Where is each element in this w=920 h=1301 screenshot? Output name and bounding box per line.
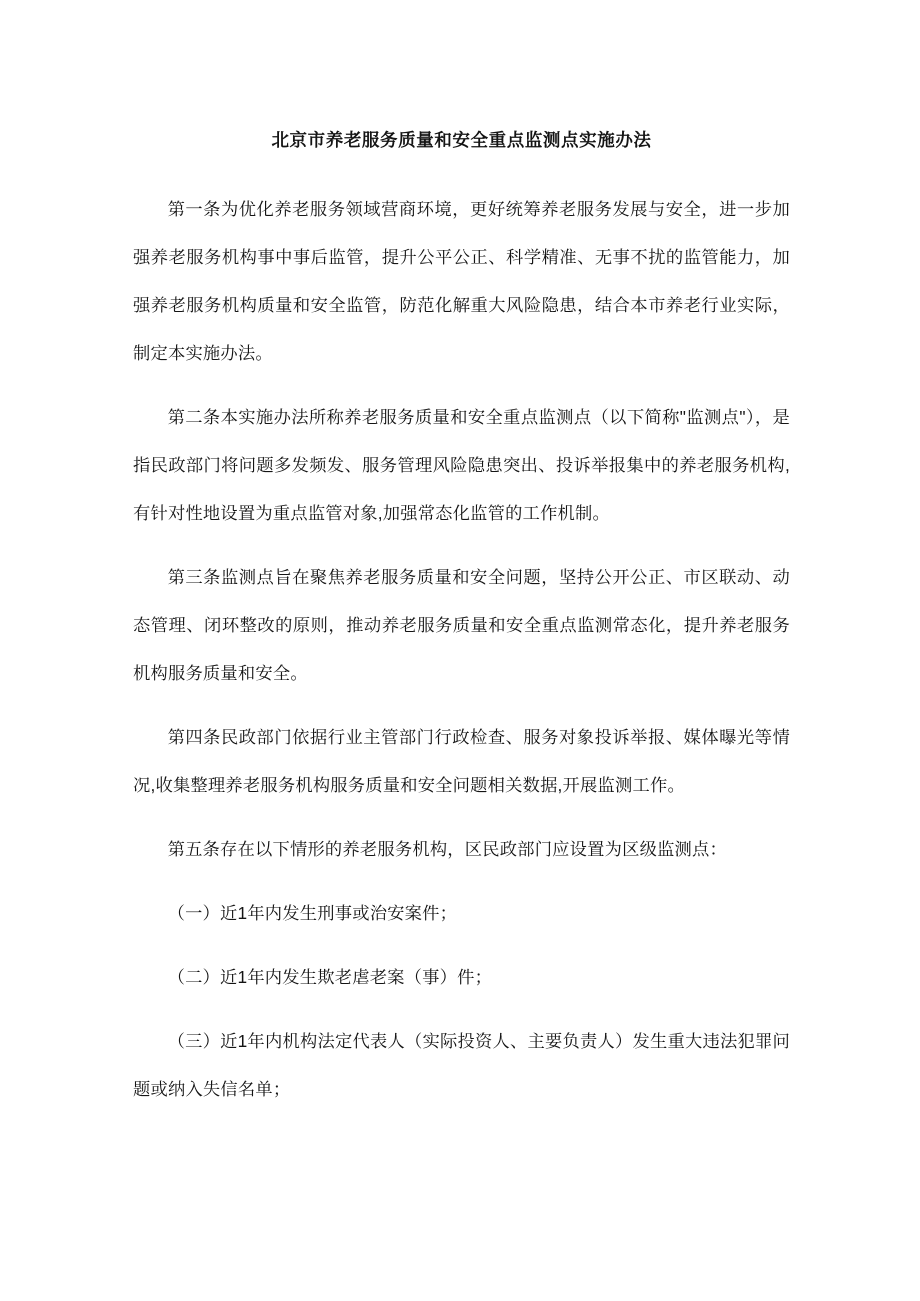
paragraph-article-3: 第三条监测点旨在聚焦养老服务质量和安全问题，坚持公开公正、市区联动、动态管理、闭环整改的原则，推动养老服务质量和安全重点监测常态化，提升养老服务机构服务质量和安全。 <box>133 567 790 683</box>
paragraph-article-1: 第一条为优化养老服务领域营商环境，更好统筹养老服务发展与安全，进一步加强养老服务机构事中事后监管，提升公平公正、科学精准、无事不扰的监管能力，加强养老服务机构质量和安全监管，防范化解重大风险隐患，结合本市养老行业实际，制定本实施办法。 <box>133 199 790 363</box>
list-item-3: （三）近1年内机构法定代表人（实际投资人、主要负责人）发生重大违法犯罪问题或纳入失信名单； <box>133 1031 790 1099</box>
list-item-1: （一）近1年内发生刑事或治安案件； <box>167 903 458 923</box>
list-item-2: （二）近1年内发生欺老虐老案（事）件； <box>167 967 493 987</box>
paragraph-article-5: 第五条存在以下情形的养老服务机构，区民政部门应设置为区级监测点： <box>167 839 727 859</box>
paragraph-article-4: 第四条民政部门依据行业主管部门行政检查、服务对象投诉举报、媒体曝光等情况,收集整理养老服务机构服务质量和安全问题相关数据,开展监测工作。 <box>133 727 790 795</box>
document-title: 北京市养老服务质量和安全重点监测点实施办法 <box>271 130 652 150</box>
paragraph-article-2: 第二条本实施办法所称养老服务质量和安全重点监测点（以下简称"监测点"），是指民政部门将问题多发频发、服务管理风险隐患突出、投诉举报集中的养老服务机构,有针对性地设置为重点监管对象,加强常态化监管的工作机制。 <box>133 407 790 523</box>
